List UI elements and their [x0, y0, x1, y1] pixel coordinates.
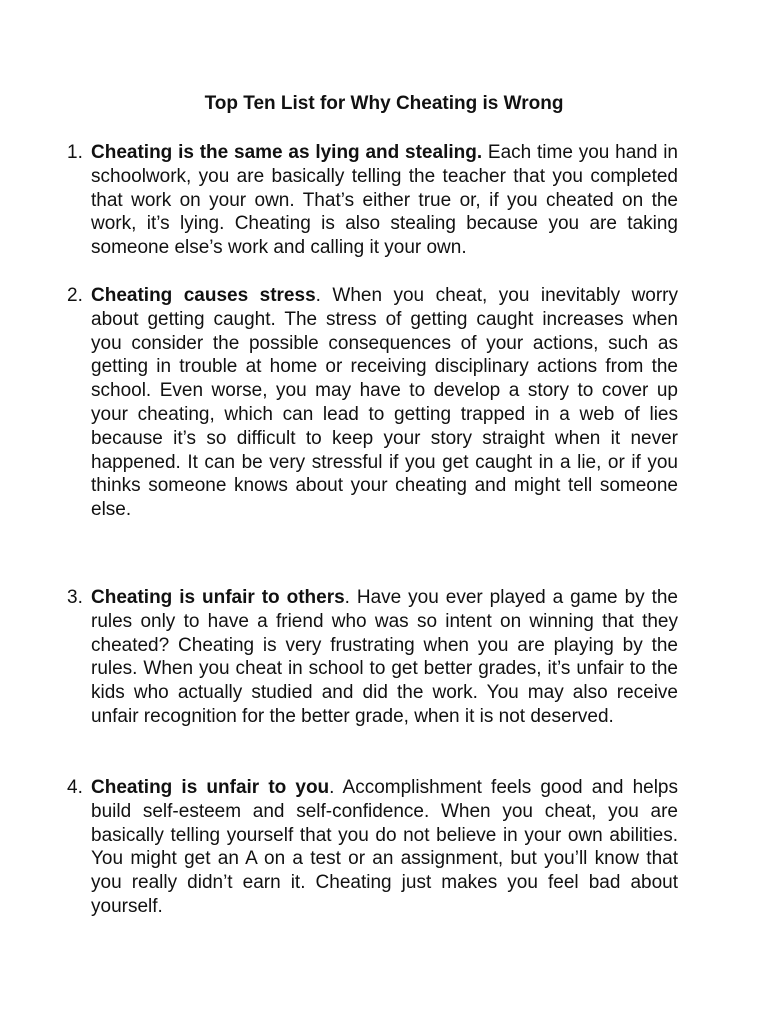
list-item-number: 3.	[67, 587, 83, 608]
list-item-body	[91, 141, 678, 260]
list-item	[67, 284, 678, 522]
list-item-number: 1.	[67, 142, 83, 163]
list-item-heading: Cheating is the same as lying and stealing.	[91, 142, 483, 163]
list-item	[67, 776, 678, 919]
list-item-body	[91, 284, 678, 522]
list-item-text: . When you cheat, you inevitably worry about getting caught. The stress of getting caught increases when you consider the possible consequences of your actions, such as getting in trouble at home or receiving disciplinary actions from the school. Even worse, you may have to develop a story to cover up your cheating, which can lead to getting trapped in a web of lies because it’s so difficult to keep your story straight when it never happened. It can be very stressful if you get caught in a lie, or if you thinks someone knows about your cheating and might tell someone else.	[91, 285, 679, 521]
list-item-body	[91, 586, 678, 729]
list-item-text: Each time you hand in schoolwork, you are basically telling the teacher that you completed that work on your own. That’s either true or, if you cheated on the work, it’s lying. Cheating is also stealing because you are taking someone else’s work and calling it your own.	[91, 142, 678, 259]
list-item-heading: Cheating causes stress	[91, 285, 316, 306]
list-item-text: . Have you ever played a game by the rules only to have a friend who was so intent on winning that they cheated? Cheating is very frustrating when you are playing by the rules. When you cheat in school to get better grades, it’s unfair to the kids who actually studied and did the work. You may also receive unfair recognition for the better grade, when it is not deserved.	[91, 587, 678, 727]
list-item-text: . Accomplishment feels good and helps build self-esteem and self-confidence. When you cheat, you are basically telling yourself that you do not believe in your own abilities. You might get an A on a test or an assignment, but you’ll know that you really didn’t earn it. Cheating just makes you feel bad about yourself.	[91, 777, 678, 917]
list-item	[67, 586, 678, 729]
list-item	[67, 141, 678, 260]
list-item-heading: Cheating is unfair to you	[91, 777, 330, 798]
page-title: Top Ten List for Why Cheating is Wrong	[204, 93, 564, 114]
list-item-number: 4.	[67, 777, 83, 798]
list-item-number: 2.	[67, 285, 83, 306]
list-item-heading: Cheating is unfair to others	[91, 587, 345, 608]
list-item-body	[91, 776, 678, 919]
